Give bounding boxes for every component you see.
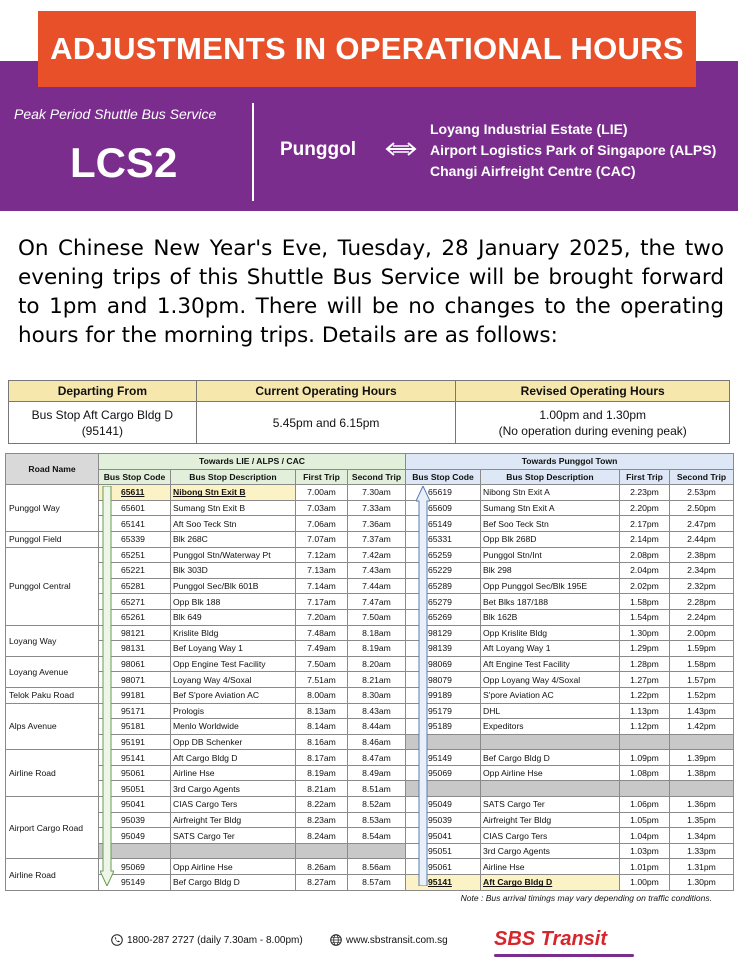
lie-first-trip: 7.07am (296, 531, 348, 547)
punggol-first-trip: 2.23pm (620, 485, 670, 501)
lie-stop-code: 65601 (99, 500, 171, 516)
punggol-stop-desc: Airfreight Ter Bldg (481, 812, 620, 828)
punggol-stop-code: 95051 (406, 843, 481, 859)
schedule-row (6, 485, 734, 501)
lie-second-trip: 7.37am (348, 531, 406, 547)
lie-second-trip: 7.42am (348, 547, 406, 563)
lie-second-trip: 8.46am (348, 734, 406, 750)
road-name: Punggol Way (6, 485, 99, 532)
punggol-first-trip: 2.04pm (620, 563, 670, 579)
punggol-first-trip: 2.17pm (620, 516, 670, 532)
sbs-transit-logo (494, 928, 607, 951)
punggol-stop-code: 65289 (406, 578, 481, 594)
lie-stop-desc: Sumang Stn Exit B (171, 500, 296, 516)
road-name: Loyang Avenue (6, 656, 99, 687)
col-header-code: Bus Stop Code (99, 469, 171, 485)
punggol-stop-desc: Opp Krislite Bldg (481, 625, 620, 641)
lie-stop-code: 98061 (99, 656, 171, 672)
lie-first-trip: 7.20am (296, 609, 348, 625)
lie-stop-code: 99181 (99, 687, 171, 703)
col-header-first: First Trip (296, 469, 348, 485)
lie-second-trip: 8.52am (348, 797, 406, 813)
summary-header-departing: Departing From (9, 381, 197, 402)
col-header-desc: Bus Stop Description (481, 469, 620, 485)
road-name: Telok Paku Road (6, 687, 99, 703)
schedule-row (6, 781, 734, 797)
road-name: Punggol Central (6, 547, 99, 625)
lie-stop-code: 98131 (99, 641, 171, 657)
col-header-second: Second Trip (348, 469, 406, 485)
summary-departing (9, 402, 197, 444)
summary-departing-stop: Bus Stop Aft Cargo Bldg D (31, 407, 174, 422)
punggol-first-trip: 1.00pm (620, 875, 670, 891)
punggol-second-trip: 2.34pm (670, 563, 734, 579)
lie-stop-code: 65221 (99, 563, 171, 579)
bidirectional-arrow-icon (385, 141, 417, 157)
schedule-row (6, 719, 734, 735)
punggol-second-trip: 1.35pm (670, 812, 734, 828)
schedule-row (6, 765, 734, 781)
footer (0, 928, 738, 956)
lie-stop-code: 65251 (99, 547, 171, 563)
punggol-second-trip: 1.59pm (670, 641, 734, 657)
punggol-stop-desc: SATS Cargo Ter (481, 797, 620, 813)
schedule-row (6, 547, 734, 563)
lie-stop-desc: Blk 649 (171, 609, 296, 625)
lie-first-trip: 7.00am (296, 485, 348, 501)
lie-first-trip: 8.00am (296, 687, 348, 703)
lie-first-trip: 7.14am (296, 578, 348, 594)
punggol-stop-desc: Expeditors (481, 719, 620, 735)
lie-first-trip: 7.50am (296, 656, 348, 672)
schedule-row (6, 828, 734, 844)
punggol-stop-code: 65149 (406, 516, 481, 532)
punggol-stop-code: 98129 (406, 625, 481, 641)
punggol-stop-desc: Opp Airline Hse (481, 765, 620, 781)
punggol-first-trip: 1.08pm (620, 765, 670, 781)
punggol-second-trip: 1.52pm (670, 687, 734, 703)
schedule-row (6, 609, 734, 625)
lie-stop-code: 98071 (99, 672, 171, 688)
punggol-stop-desc: DHL (481, 703, 620, 719)
punggol-stop-desc: Blk 298 (481, 563, 620, 579)
punggol-second-trip: 1.30pm (670, 875, 734, 891)
punggol-first-trip: 1.03pm (620, 843, 670, 859)
schedule-row (6, 672, 734, 688)
lie-stop-desc: Aft Soo Teck Stn (171, 516, 296, 532)
punggol-stop-desc (481, 781, 620, 797)
lie-first-trip: 8.26am (296, 859, 348, 875)
punggol-stop-code: 95041 (406, 828, 481, 844)
service-origin: Punggol (280, 139, 356, 160)
schedule-row (6, 812, 734, 828)
punggol-first-trip: 1.22pm (620, 687, 670, 703)
schedule-row (6, 797, 734, 813)
punggol-first-trip: 2.20pm (620, 500, 670, 516)
schedule-row (6, 859, 734, 875)
page-title-banner (38, 11, 696, 87)
punggol-second-trip: 1.31pm (670, 859, 734, 875)
lie-stop-desc: Opp Blk 188 (171, 594, 296, 610)
lie-stop-code: 95069 (99, 859, 171, 875)
lie-second-trip: 7.33am (348, 500, 406, 516)
punggol-stop-desc: Sumang Stn Exit A (481, 500, 620, 516)
lie-stop-code: 65271 (99, 594, 171, 610)
punggol-stop-desc: 3rd Cargo Agents (481, 843, 620, 859)
lie-second-trip: 8.56am (348, 859, 406, 875)
lie-stop-desc: Airline Hse (171, 765, 296, 781)
summary-revised (456, 402, 730, 444)
punggol-stop-code: 95179 (406, 703, 481, 719)
punggol-stop-code: 95069 (406, 765, 481, 781)
road-name: Airline Road (6, 750, 99, 797)
lie-first-trip: 7.03am (296, 500, 348, 516)
punggol-stop-code: 99189 (406, 687, 481, 703)
phone-icon (111, 934, 123, 946)
lie-stop-desc: Punggol Sec/Blk 601B (171, 578, 296, 594)
lie-second-trip: 7.36am (348, 516, 406, 532)
punggol-stop-code: 65229 (406, 563, 481, 579)
road-name-header: Road Name (6, 454, 99, 485)
summary-revised-times: 1.00pm and 1.30pm (539, 407, 647, 422)
lie-stop-desc: 3rd Cargo Agents (171, 781, 296, 797)
summary-table (8, 380, 730, 444)
lie-stop-desc: Nibong Stn Exit B (171, 485, 296, 501)
lie-stop-code: 95149 (99, 875, 171, 891)
lie-stop-desc: Bef S'pore Aviation AC (171, 687, 296, 703)
lie-second-trip: 8.54am (348, 828, 406, 844)
punggol-second-trip: 2.28pm (670, 594, 734, 610)
punggol-stop-code: 95149 (406, 750, 481, 766)
direction-up-arrow-icon (416, 486, 430, 886)
lie-stop-desc: Bef Cargo Bldg D (171, 875, 296, 891)
punggol-stop-desc: Aft Loyang Way 1 (481, 641, 620, 657)
schedule-row (6, 750, 734, 766)
punggol-stop-desc: Aft Engine Test Facility (481, 656, 620, 672)
page-title: ADJUSTMENTS IN OPERATIONAL HOURS (50, 31, 684, 66)
lie-second-trip: 8.30am (348, 687, 406, 703)
schedule-row (6, 875, 734, 891)
lie-second-trip: 8.20am (348, 656, 406, 672)
footer-phone (111, 934, 303, 946)
lie-first-trip: 8.19am (296, 765, 348, 781)
punggol-stop-code: 65269 (406, 609, 481, 625)
punggol-first-trip: 2.14pm (620, 531, 670, 547)
schedule-row (6, 687, 734, 703)
punggol-second-trip: 2.53pm (670, 485, 734, 501)
punggol-second-trip: 2.00pm (670, 625, 734, 641)
punggol-second-trip (670, 781, 734, 797)
punggol-second-trip: 1.57pm (670, 672, 734, 688)
lie-second-trip: 8.47am (348, 750, 406, 766)
schedule-row (6, 625, 734, 641)
punggol-stop-desc: Bef Soo Teck Stn (481, 516, 620, 532)
punggol-stop-code: 65619 (406, 485, 481, 501)
punggol-first-trip: 1.04pm (620, 828, 670, 844)
punggol-first-trip: 1.54pm (620, 609, 670, 625)
punggol-first-trip: 1.01pm (620, 859, 670, 875)
punggol-stop-code: 95189 (406, 719, 481, 735)
punggol-second-trip: 1.42pm (670, 719, 734, 735)
lie-stop-code: 95049 (99, 828, 171, 844)
punggol-stop-code: 95039 (406, 812, 481, 828)
website-link[interactable]: www.sbstransit.com.sg (346, 934, 448, 946)
lie-stop-code: 95181 (99, 719, 171, 735)
lie-stop-desc: Punggol Stn/Waterway Pt (171, 547, 296, 563)
lie-second-trip: 8.19am (348, 641, 406, 657)
schedule-row (6, 500, 734, 516)
schedule-row (6, 641, 734, 657)
phone-number: 1800-287 2727 (daily 7.30am - 8.00pm) (127, 934, 303, 946)
punggol-second-trip: 2.38pm (670, 547, 734, 563)
lie-stop-code: 95191 (99, 734, 171, 750)
lie-second-trip: 8.51am (348, 781, 406, 797)
globe-icon (330, 934, 342, 946)
punggol-first-trip: 1.30pm (620, 625, 670, 641)
lie-stop-desc: Opp Airline Hse (171, 859, 296, 875)
lie-stop-code: 95171 (99, 703, 171, 719)
lie-first-trip: 7.13am (296, 563, 348, 579)
lie-stop-desc: Prologis (171, 703, 296, 719)
lie-stop-desc: Blk 303D (171, 563, 296, 579)
lie-first-trip: 8.16am (296, 734, 348, 750)
lie-first-trip: 7.51am (296, 672, 348, 688)
punggol-stop-desc: S'pore Aviation AC (481, 687, 620, 703)
lie-second-trip: 8.44am (348, 719, 406, 735)
lie-stop-code: 65611 (99, 485, 171, 501)
lie-second-trip: 8.57am (348, 875, 406, 891)
punggol-first-trip: 1.13pm (620, 703, 670, 719)
lie-second-trip: 8.53am (348, 812, 406, 828)
lie-second-trip (348, 843, 406, 859)
col-header-code: Bus Stop Code (406, 469, 481, 485)
lie-first-trip: 8.14am (296, 719, 348, 735)
destination-lie: Loyang Industrial Estate (LIE) (430, 121, 628, 137)
divider (252, 103, 254, 201)
schedule-row (6, 594, 734, 610)
direction-down-arrow-icon (100, 486, 114, 886)
logo-swoosh (494, 954, 634, 957)
lie-first-trip: 8.24am (296, 828, 348, 844)
lie-first-trip: 8.21am (296, 781, 348, 797)
punggol-stop-code: 98069 (406, 656, 481, 672)
punggol-stop-code: 65609 (406, 500, 481, 516)
lie-first-trip: 8.17am (296, 750, 348, 766)
punggol-first-trip: 1.58pm (620, 594, 670, 610)
road-name: Loyang Way (6, 625, 99, 656)
service-number: LCS2 (70, 139, 178, 186)
lie-stop-desc: Opp DB Schenker (171, 734, 296, 750)
lie-second-trip: 7.44am (348, 578, 406, 594)
punggol-first-trip: 1.06pm (620, 797, 670, 813)
lie-stop-desc: Opp Engine Test Facility (171, 656, 296, 672)
lie-second-trip: 8.49am (348, 765, 406, 781)
lie-second-trip: 8.43am (348, 703, 406, 719)
intro-paragraph: On Chinese New Year's Eve, Tuesday, 28 January 2025, the two evening trips of this Shuttle Bus Service will be brought forward to 1pm and 1.30pm. There will be no changes to the operating hours for the morning trips. Details are as follows: (18, 236, 724, 348)
lie-stop-desc: CIAS Cargo Ters (171, 797, 296, 813)
punggol-stop-code: 65279 (406, 594, 481, 610)
col-header-first: First Trip (620, 469, 670, 485)
punggol-second-trip: 1.33pm (670, 843, 734, 859)
lie-stop-code: 65281 (99, 578, 171, 594)
punggol-stop-desc: Bet Blks 187/188 (481, 594, 620, 610)
lie-first-trip (296, 843, 348, 859)
summary-revised-note: (No operation during evening peak) (498, 423, 687, 438)
lie-second-trip: 7.43am (348, 563, 406, 579)
logo-text: SBS Transit (494, 928, 607, 950)
towards-lie-header: Towards LIE / ALPS / CAC (99, 454, 406, 470)
service-subtitle: Peak Period Shuttle Bus Service (14, 106, 217, 122)
punggol-stop-code: 95141 (406, 875, 481, 891)
punggol-second-trip: 2.24pm (670, 609, 734, 625)
punggol-second-trip: 1.34pm (670, 828, 734, 844)
lie-first-trip: 7.48am (296, 625, 348, 641)
schedule-row (6, 703, 734, 719)
punggol-second-trip: 2.44pm (670, 531, 734, 547)
schedule-row (6, 843, 734, 859)
lie-stop-desc: Krislite Bldg (171, 625, 296, 641)
punggol-stop-desc (481, 734, 620, 750)
punggol-first-trip: 1.05pm (620, 812, 670, 828)
lie-second-trip: 8.18am (348, 625, 406, 641)
lie-first-trip: 7.49am (296, 641, 348, 657)
col-header-second: Second Trip (670, 469, 734, 485)
punggol-second-trip: 2.32pm (670, 578, 734, 594)
lie-first-trip: 8.13am (296, 703, 348, 719)
road-name: Airport Cargo Road (6, 797, 99, 859)
lie-stop-desc: Menlo Worldwide (171, 719, 296, 735)
punggol-second-trip: 1.38pm (670, 765, 734, 781)
lie-stop-desc (171, 843, 296, 859)
punggol-stop-desc: Opp Loyang Way 4/Soxal (481, 672, 620, 688)
lie-second-trip: 7.50am (348, 609, 406, 625)
punggol-second-trip: 1.58pm (670, 656, 734, 672)
lie-stop-desc: Bef Loyang Way 1 (171, 641, 296, 657)
punggol-stop-desc: Opp Blk 268D (481, 531, 620, 547)
lie-second-trip: 7.47am (348, 594, 406, 610)
lie-stop-code: 65339 (99, 531, 171, 547)
lie-second-trip: 7.30am (348, 485, 406, 501)
lie-stop-code: 95061 (99, 765, 171, 781)
lie-first-trip: 8.22am (296, 797, 348, 813)
schedule-row (6, 656, 734, 672)
lie-stop-desc: Blk 268C (171, 531, 296, 547)
punggol-first-trip: 1.29pm (620, 641, 670, 657)
summary-header-revised: Revised Operating Hours (456, 381, 730, 402)
lie-first-trip: 7.12am (296, 547, 348, 563)
summary-current: 5.45pm and 6.15pm (196, 402, 456, 444)
schedule-row (6, 578, 734, 594)
punggol-stop-desc: Punggol Stn/Int (481, 547, 620, 563)
punggol-stop-desc: Blk 162B (481, 609, 620, 625)
punggol-first-trip: 1.28pm (620, 656, 670, 672)
schedule-table (5, 453, 734, 891)
schedule-row (6, 734, 734, 750)
punggol-second-trip: 1.43pm (670, 703, 734, 719)
punggol-second-trip: 2.47pm (670, 516, 734, 532)
punggol-stop-desc: Bef Cargo Bldg D (481, 750, 620, 766)
schedule-row (6, 531, 734, 547)
punggol-second-trip (670, 734, 734, 750)
road-name: Punggol Field (6, 531, 99, 547)
punggol-stop-code: 95049 (406, 797, 481, 813)
lie-stop-desc: Loyang Way 4/Soxal (171, 672, 296, 688)
lie-stop-desc: SATS Cargo Ter (171, 828, 296, 844)
road-name: Alps Avenue (6, 703, 99, 750)
footer-website[interactable] (330, 934, 448, 946)
destination-cac: Changi Airfreight Centre (CAC) (430, 163, 636, 179)
punggol-stop-desc: CIAS Cargo Ters (481, 828, 620, 844)
timing-note: Note : Bus arrival timings may vary depending on traffic conditions. (460, 893, 712, 903)
punggol-second-trip: 1.39pm (670, 750, 734, 766)
punggol-first-trip (620, 734, 670, 750)
punggol-first-trip: 1.27pm (620, 672, 670, 688)
lie-first-trip: 7.06am (296, 516, 348, 532)
summary-header-current: Current Operating Hours (196, 381, 456, 402)
punggol-first-trip: 2.02pm (620, 578, 670, 594)
punggol-stop-desc: Aft Cargo Bldg D (481, 875, 620, 891)
punggol-second-trip: 1.36pm (670, 797, 734, 813)
col-header-desc: Bus Stop Description (171, 469, 296, 485)
punggol-first-trip: 2.08pm (620, 547, 670, 563)
punggol-stop-desc: Airline Hse (481, 859, 620, 875)
lie-stop-desc: Airfreight Ter Bldg (171, 812, 296, 828)
punggol-stop-code: 98139 (406, 641, 481, 657)
summary-departing-code: (95141) (81, 423, 124, 438)
punggol-first-trip: 1.09pm (620, 750, 670, 766)
lie-stop-code: 98121 (99, 625, 171, 641)
punggol-stop-code: 98079 (406, 672, 481, 688)
service-destinations (430, 119, 716, 182)
lie-stop-code: 95051 (99, 781, 171, 797)
lie-stop-code: 65261 (99, 609, 171, 625)
punggol-stop-code: 65331 (406, 531, 481, 547)
lie-stop-code: 65141 (99, 516, 171, 532)
lie-stop-code: 95041 (99, 797, 171, 813)
destination-alps: Airport Logistics Park of Singapore (ALPS) (430, 142, 717, 158)
lie-stop-code: 95141 (99, 750, 171, 766)
punggol-first-trip: 1.12pm (620, 719, 670, 735)
punggol-stop-desc: Opp Punggol Sec/Blk 195E (481, 578, 620, 594)
punggol-first-trip (620, 781, 670, 797)
lie-first-trip: 8.23am (296, 812, 348, 828)
punggol-stop-desc: Nibong Stn Exit A (481, 485, 620, 501)
punggol-second-trip: 2.50pm (670, 500, 734, 516)
punggol-stop-code: 65259 (406, 547, 481, 563)
lie-stop-code: 95039 (99, 812, 171, 828)
punggol-stop-code: 95061 (406, 859, 481, 875)
schedule-row (6, 516, 734, 532)
lie-first-trip: 8.27am (296, 875, 348, 891)
road-name: Airline Road (6, 859, 99, 890)
lie-stop-desc: Aft Cargo Bldg D (171, 750, 296, 766)
towards-punggol-header: Towards Punggol Town (406, 454, 734, 470)
schedule-row (6, 563, 734, 579)
lie-first-trip: 7.17am (296, 594, 348, 610)
lie-second-trip: 8.21am (348, 672, 406, 688)
